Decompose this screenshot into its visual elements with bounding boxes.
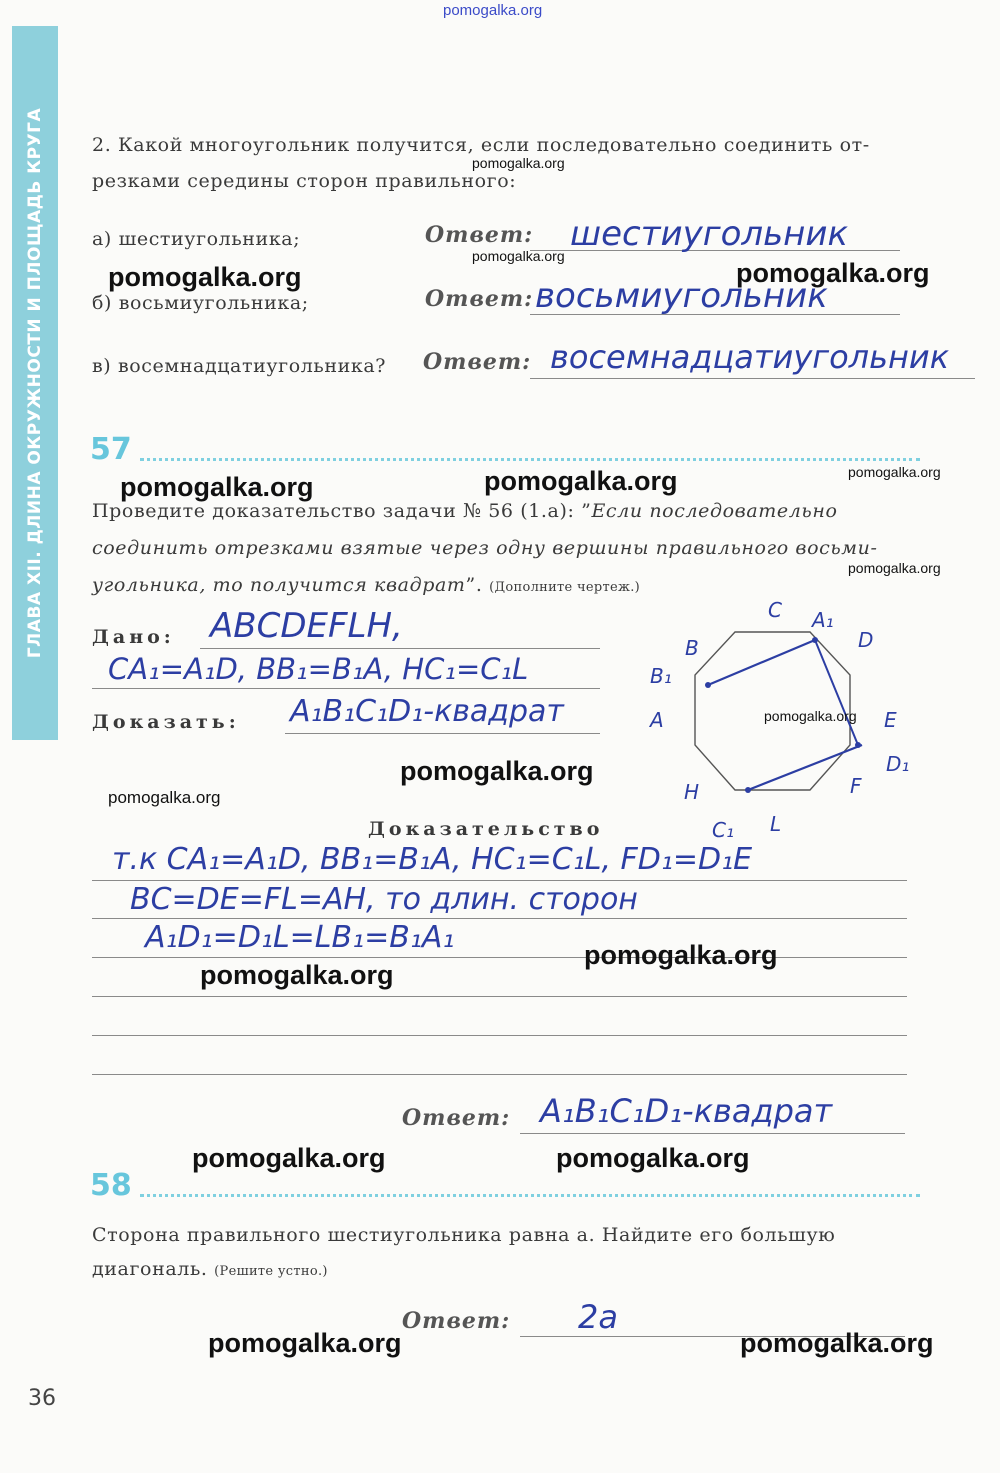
label-c1: C₁ [712,818,734,842]
given-line-1 [200,648,600,649]
proof-text-3: A₁D₁=D₁L=LB₁=B₁A₁ [145,920,455,955]
task-57-text-line-2: соединить отрезками взятые через одну вершины правильного восьми- [92,537,878,559]
item-a-answer: шестиугольник [570,214,849,254]
task-57-intro-italic: Если последовательно [591,500,838,522]
watermark: pomogalka.org [584,940,778,970]
watermark: pomogalka.org [848,560,941,576]
point-c1 [745,787,751,793]
point-a1 [812,637,818,643]
proof-line-3 [92,957,907,958]
watermark: pomogalka.org [472,155,565,171]
point-d1 [855,742,861,748]
watermark: pomogalka.org [200,960,394,990]
label-d1: D₁ [886,752,910,776]
segment-b1-a1 [708,640,815,685]
task-58-number: 58 [90,1168,132,1203]
task-57-answer-line [520,1133,905,1134]
prove-line [285,733,600,734]
point-b1 [705,682,711,688]
watermark: pomogalka.org [484,466,678,496]
segment-a1-d1 [815,640,858,745]
item-c-label: в) восемнадцатиугольника? [92,355,387,377]
watermark: pomogalka.org [108,788,221,807]
task-57-quote-mark: ”. [465,574,483,596]
item-b-label: б) восьмиугольника; [92,292,309,314]
chapter-title-text: ГЛАВА XII. ДЛИНА ОКРУЖНОСТИ И ПЛОЩАДЬ КРУГА [25,107,46,659]
given-value-1: ABCDEFLH, [210,606,403,646]
label-e: E [884,708,897,732]
watermark: pomogalka.org [208,1328,402,1358]
task-58-answer: 2a [578,1298,618,1336]
watermark: pomogalka.org [736,258,930,288]
task-58-answer-label: Ответ: [402,1308,511,1334]
top-watermark: pomogalka.org [443,2,543,19]
label-d: D [858,628,874,652]
prove-label: Доказать: [92,711,240,733]
proof-line-5 [92,1035,907,1036]
question-line-2: резками середины сторон правильного: [92,170,517,192]
chapter-title [12,26,58,740]
task-57-text-line-3 [92,574,640,596]
label-a1: A₁ [812,608,834,632]
label-b: B [685,636,699,660]
segment-c1-d1 [748,745,862,790]
proof-line-4 [92,996,907,997]
watermark: pomogalka.org [192,1143,386,1173]
task-57-number: 57 [90,432,132,467]
given-value-2: CA₁=A₁D, BB₁=B₁A, HC₁=C₁L [108,652,529,686]
label-c: C [768,598,782,622]
watermark: pomogalka.org [740,1328,934,1358]
task-58-text-line-1: Сторона правильного шестиугольника равна a. Найдите его большую [92,1224,836,1246]
watermark: pomogalka.org [472,248,565,264]
label-b1: B₁ [650,664,672,688]
watermark: pomogalka.org [764,708,857,724]
label-l: L [770,812,782,836]
task-57-text-line-1 [92,500,838,522]
task-58-text-end: диагональ. [92,1258,208,1280]
item-b-answer: восьмиугольник [535,276,828,316]
proof-line-6 [92,1074,907,1075]
proof-title: Доказательство [368,818,604,840]
task-57-answer: A₁B₁C₁D₁-квадрат [540,1092,833,1130]
watermark: pomogalka.org [108,262,302,292]
proof-line-1 [92,880,907,881]
item-c-answer-line [530,378,975,379]
task-57-quote-end: угольника, то получится квадрат [92,574,466,596]
item-c-answer-label: Ответ: [423,349,532,375]
watermark: pomogalka.org [400,756,594,786]
item-a-answer-label: Ответ: [425,222,534,248]
given-label: Дано: [92,626,175,648]
task-58-divider [140,1194,920,1197]
task-58-text-line-2 [92,1258,328,1280]
prove-value: A₁B₁C₁D₁-квадрат [290,694,564,729]
proof-line-2 [92,918,907,919]
watermark: pomogalka.org [848,464,941,480]
item-a-label: а) шестиугольника; [92,228,301,250]
task-57-answer-label: Ответ: [402,1105,511,1131]
label-f: F [850,774,862,798]
proof-text-1: т.к CA₁=A₁D, BB₁=B₁A, HC₁=C₁L, FD₁=D₁E [112,842,753,877]
question-line-1: 2. Какой многоугольник получится, если последовательно соединить от- [92,134,870,156]
task-57-divider [140,458,920,461]
label-h: H [684,780,700,804]
task-58-note: (Решите устно.) [214,1264,328,1279]
item-b-answer-label: Ответ: [425,286,534,312]
task-57-note: (Дополните чертеж.) [489,580,641,595]
watermark: pomogalka.org [556,1143,750,1173]
label-a: A [650,708,664,732]
given-line-2 [92,688,600,689]
task-57-intro: Проведите доказательство задачи № 56 (1.а): ” [92,500,592,522]
proof-text-2: BC=DE=FL=AH, то длин. сторон [130,882,638,917]
page-number: 36 [28,1386,56,1411]
item-c-answer: восемнадцатиугольник [550,338,950,376]
watermark: pomogalka.org [120,472,314,502]
